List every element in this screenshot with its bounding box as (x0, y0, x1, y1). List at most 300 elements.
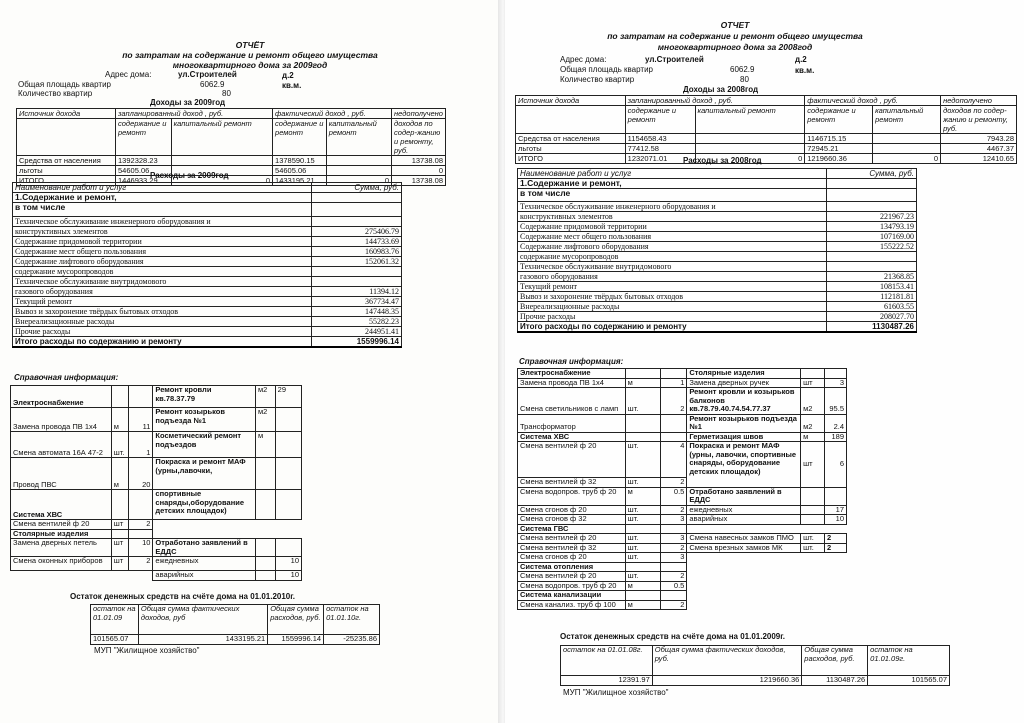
table-cell: Внереализационные расходы (518, 302, 827, 312)
table-cell: остаток на 01.01.09г. (868, 646, 950, 676)
table-cell: 61603.55 (827, 302, 917, 312)
table-cell (801, 572, 825, 582)
table-row (518, 505, 847, 515)
reference-table (517, 368, 847, 610)
table-cell: Содержание лифтового оборудования (13, 257, 312, 267)
table-cell: газового оборудования (13, 287, 312, 297)
table-row (518, 543, 847, 553)
apartments-value: 80 (740, 75, 749, 84)
table-cell: Смена водопров. труб ф 20 (518, 581, 626, 591)
table-row (13, 193, 402, 203)
area-value: 6062.9 (200, 80, 225, 89)
table-cell: шт. (625, 505, 661, 515)
expense-row (13, 247, 402, 257)
table-cell: м (625, 378, 661, 388)
report-subtitle: по затратам на содержание и ремонт общего имущества (122, 50, 378, 60)
income-sub: капитальный ремонт (326, 119, 391, 156)
table-row (518, 553, 847, 563)
table-cell: 144733.69 (312, 237, 402, 247)
table-cell (312, 193, 402, 203)
expense-row (13, 237, 402, 247)
signature: МУП "Жилищное хозяйство" (563, 688, 669, 697)
table-cell (801, 591, 825, 601)
apartments-label: Количество квартир (560, 75, 635, 84)
apartments-label: Количество квартир (18, 89, 93, 98)
table-cell: Содержание придомовой территории (13, 237, 312, 247)
table-cell: 1433195.21 (273, 176, 327, 186)
table-cell: 12410.65 (941, 154, 1017, 164)
table-cell: содержание мусоропроводов (13, 267, 312, 277)
table-cell: -25235.86 (324, 635, 380, 645)
table-cell: 0.5 (661, 487, 687, 505)
table-cell (824, 553, 846, 563)
area-value: 6062.9 (730, 65, 755, 74)
table-cell (11, 571, 112, 581)
table-cell: Смена оконных приборов (11, 557, 112, 571)
table-cell: 10 (275, 557, 301, 571)
table-cell (695, 144, 805, 154)
table-cell: Прочие расходы (13, 327, 312, 337)
table-row (91, 605, 380, 635)
area-label: Общая площадь квартир (18, 80, 111, 89)
income-sub: капитальный ремонт (171, 119, 272, 156)
table-cell: Сумма, руб. (827, 169, 917, 179)
table-row (11, 386, 302, 408)
table-cell: льготы (516, 144, 626, 154)
table-cell: Замена провода ПВ 1х4 (518, 378, 626, 388)
table-cell: 1130487.26 (802, 676, 868, 686)
area-label: Общая площадь квартир (560, 65, 653, 74)
table-cell (275, 539, 301, 557)
table-cell: 1433195.21 (138, 635, 267, 645)
expenses-section-sub: в том числе (13, 203, 312, 217)
table-cell: 0 (695, 154, 805, 164)
table-cell (255, 529, 275, 539)
table-cell: Система ХВС (518, 432, 626, 442)
table-cell: Вывоз и захоронение твёрдых бытовых отходов (13, 307, 312, 317)
table-cell (275, 529, 301, 539)
address-label: Адрес дома: (105, 70, 152, 79)
table-cell: остаток на 01.01.08г. (561, 646, 653, 676)
income-header-shortfall: недополучено (392, 109, 446, 119)
table-cell: Смена вентилей ф 20 (518, 572, 626, 582)
table-cell (873, 144, 941, 154)
table-row (17, 119, 446, 156)
table-cell: 1392328.23 (116, 156, 172, 166)
table-cell: остаток на 01.01.10г. (324, 605, 380, 635)
expense-row (518, 202, 917, 212)
expense-row (13, 257, 402, 267)
table-cell: содержание и ремонт (625, 106, 695, 134)
table-cell (661, 562, 687, 572)
table-cell: Смена вентилей ф 32 (518, 478, 626, 488)
table-cell (255, 490, 275, 520)
income-title: Доходы за 2009год (150, 98, 226, 107)
expense-row (518, 232, 917, 242)
table-row (518, 169, 917, 179)
table-cell (17, 119, 116, 156)
table-cell (873, 134, 941, 144)
table-cell (625, 369, 661, 379)
table-cell: Замена дверных ручек (687, 378, 801, 388)
table-cell: 7943.28 (941, 134, 1017, 144)
table-cell (111, 571, 129, 581)
table-cell: шт. (625, 553, 661, 563)
table-cell: Смена вентилей ф 20 (518, 534, 626, 544)
table-cell (312, 217, 402, 227)
table-cell: Электроснабжение (518, 369, 626, 379)
table-row (518, 189, 917, 202)
table-cell: шт. (625, 515, 661, 525)
table-cell: 1446933.29 (116, 176, 172, 186)
expense-row (518, 292, 917, 302)
report-subtitle-year: многоквартирного дома за 2008год (657, 42, 813, 52)
table-cell: Замена провода ПВ 1х4 (11, 408, 112, 432)
table-cell: 77412.58 (625, 144, 695, 154)
table-cell (153, 529, 256, 539)
table-row (518, 179, 917, 189)
table-cell: Смена автомата 16А 47-2 (11, 432, 112, 458)
table-cell (827, 252, 917, 262)
table-cell: м (111, 458, 129, 490)
table-cell (171, 156, 272, 166)
table-cell: 29 (275, 386, 301, 408)
table-cell (687, 591, 801, 601)
table-cell: шт. (801, 534, 825, 544)
expenses-table (12, 182, 402, 348)
table-cell: Внереализационные расходы (13, 317, 312, 327)
table-cell: 155222.52 (827, 242, 917, 252)
table-cell (661, 524, 687, 534)
table-cell (801, 581, 825, 591)
income-row (17, 156, 446, 166)
table-cell (801, 562, 825, 572)
area-unit: кв.м. (795, 66, 815, 75)
table-cell (824, 581, 846, 591)
table-cell (275, 490, 301, 520)
table-cell: шт (111, 557, 129, 571)
table-row (518, 378, 847, 388)
table-row (518, 581, 847, 591)
table-cell: Общая сумма расходов, руб. (802, 646, 868, 676)
table-cell: Смена светильников с ламп (518, 388, 626, 415)
table-cell: 2 (661, 388, 687, 415)
table-cell: Средства от населения (516, 134, 626, 144)
table-cell: шт. (111, 432, 129, 458)
table-cell: шт. (801, 543, 825, 553)
house-number: д.2 (282, 71, 294, 80)
table-cell (111, 386, 129, 408)
table-cell: спортивные снаряды,оборудование детских площадок) (153, 490, 256, 520)
report-page-2008 (505, 0, 1024, 723)
table-cell: Отработано заявлений в ЕДДС (153, 539, 256, 557)
table-cell: 2 (661, 478, 687, 488)
balance-table (90, 604, 380, 645)
table-row (516, 96, 1017, 106)
expenses-total-value: 1559996.14 (312, 337, 402, 348)
table-cell: содержание и ремонт (805, 106, 873, 134)
table-cell: Смена вентилей ф 20 (518, 442, 626, 478)
table-row (561, 646, 950, 676)
table-cell: 0.5 (661, 581, 687, 591)
expense-row (13, 277, 402, 287)
table-cell: 3 (824, 378, 846, 388)
table-cell: 12391.97 (561, 676, 653, 686)
report-subtitle-year: многоквартирного дома за 2009год (172, 60, 328, 70)
table-cell: 2 (661, 572, 687, 582)
table-cell: льготы (17, 166, 116, 176)
table-cell: Содержание мест общего пользования (518, 232, 827, 242)
table-cell (687, 581, 801, 591)
table-cell: Общая сумма фактических доходов, руб. (652, 646, 802, 676)
table-cell: капитальный ремонт (695, 106, 805, 134)
table-cell: шт (801, 442, 825, 488)
table-row (11, 529, 302, 539)
reference-table (10, 385, 302, 581)
table-row (11, 539, 302, 557)
table-cell: Содержание лифтового оборудования (518, 242, 827, 252)
table-cell: 112181.81 (827, 292, 917, 302)
table-cell: остаток на 01.01.09 (91, 605, 139, 635)
table-cell: Ремонт кровли и козырьков балконов кв.78.79.40.74.54.77.37 (687, 388, 801, 415)
table-cell: 221967.23 (827, 212, 917, 222)
table-cell: Смена вентилей ф 20 (11, 520, 112, 530)
table-cell: Смена канализ. труб ф 100 (518, 600, 626, 610)
table-cell: ИТОГО (17, 176, 116, 186)
table-cell: Прочие расходы (518, 312, 827, 322)
table-row (518, 534, 847, 544)
table-cell: 10 (824, 515, 846, 525)
reference-title: Справочная информация: (519, 357, 624, 366)
table-cell (275, 408, 301, 432)
table-cell: 275406.79 (312, 227, 402, 237)
table-cell: Столярные изделия (11, 529, 112, 539)
table-cell: аварийных (687, 515, 801, 525)
income-sub: содержание и ремонт (116, 119, 172, 156)
table-row (518, 388, 847, 415)
table-cell: 1 (129, 432, 153, 458)
table-cell (801, 515, 825, 525)
table-cell: Система ХВС (11, 490, 112, 520)
expense-row (13, 227, 402, 237)
table-cell (625, 414, 661, 432)
table-cell: 3 (661, 534, 687, 544)
table-cell: 10 (129, 539, 153, 557)
table-cell: 11394.12 (312, 287, 402, 297)
table-row (518, 369, 847, 379)
table-cell: 54605.06 (116, 166, 172, 176)
address-label: Адрес дома: (560, 55, 607, 64)
table-cell: 147448.35 (312, 307, 402, 317)
table-cell: 4 (661, 442, 687, 478)
table-cell: Смена сгонов ф 20 (518, 553, 626, 563)
table-cell: 2.4 (824, 414, 846, 432)
table-cell: ежедневных (687, 505, 801, 515)
income-sub: доходов по содер-жанию и ремонту, руб. (392, 119, 446, 156)
table-cell: Техническое обслуживание внутридомового (13, 277, 312, 287)
table-row (13, 203, 402, 217)
table-row (518, 432, 847, 442)
table-cell (625, 524, 661, 534)
table-cell: 160983.76 (312, 247, 402, 257)
table-cell: м (801, 432, 825, 442)
table-cell: конструктивных элементов (518, 212, 827, 222)
table-cell: запланированный доход , руб. (625, 96, 805, 106)
balance-values-row (91, 635, 380, 645)
table-cell: Смена сгонов ф 20 (518, 505, 626, 515)
table-cell (275, 432, 301, 458)
table-cell: Система канализации (518, 591, 626, 601)
table-row (518, 515, 847, 525)
table-cell (801, 487, 825, 505)
table-cell: Герметизация швов (687, 432, 801, 442)
table-cell (824, 524, 846, 534)
table-cell (824, 562, 846, 572)
table-cell: ИТОГО (516, 154, 626, 164)
table-cell (801, 600, 825, 610)
table-cell: м2 (255, 386, 275, 408)
table-cell: Общая сумма фактических доходов, руб (138, 605, 267, 635)
table-cell: Ремонт кровли кв.78.37.79 (153, 386, 256, 408)
table-cell: Вывоз и захоронение твёрдых бытовых отходов (518, 292, 827, 302)
table-cell: 0 (392, 166, 446, 176)
table-cell (326, 156, 391, 166)
table-cell (111, 529, 129, 539)
table-cell (255, 539, 275, 557)
expense-row (518, 262, 917, 272)
table-cell: Ремонт козырьков подъезда №1 (153, 408, 256, 432)
table-row (518, 442, 847, 478)
table-cell (687, 600, 801, 610)
table-cell: Техническое обслуживание инженерного оборудования и (518, 202, 827, 212)
expenses-total-label: Итого расходы по содержанию и ремонту (13, 337, 312, 348)
table-cell (801, 553, 825, 563)
table-cell: Смена врезных замков МК (687, 543, 801, 553)
table-cell (312, 277, 402, 287)
income-header-source: Источник дохода (17, 109, 116, 119)
table-cell: 10 (275, 571, 301, 581)
table-cell: шт. (625, 442, 661, 478)
table-cell (695, 134, 805, 144)
table-cell: 54605.06 (273, 166, 327, 176)
table-row (11, 557, 302, 571)
table-cell: фактический доход , руб. (805, 96, 941, 106)
expense-row (13, 217, 402, 227)
table-cell (255, 458, 275, 490)
expense-row (518, 242, 917, 252)
table-cell (275, 458, 301, 490)
table-cell: шт. (625, 572, 661, 582)
table-cell: Покраска и ремонт МАФ (урны, лавочки, спортивные снаряды, оборудование детских площадок) (687, 442, 801, 488)
table-row (518, 524, 847, 534)
table-row (518, 591, 847, 601)
table-cell: Смена вентилей ф 32 (518, 543, 626, 553)
table-cell: 2 (129, 557, 153, 571)
table-cell: 1559996.14 (268, 635, 324, 645)
table-cell: 107169.00 (827, 232, 917, 242)
table-cell (625, 432, 661, 442)
table-cell (827, 262, 917, 272)
income-header-actual: фактический доход , руб. (273, 109, 392, 119)
table-cell: 13738.08 (392, 156, 446, 166)
table-row (17, 109, 446, 119)
table-cell: 2 (661, 543, 687, 553)
table-row (518, 600, 847, 610)
table-cell: м (111, 408, 129, 432)
expenses-section: 1.Содержание и ремонт, (13, 193, 312, 203)
table-cell (111, 490, 129, 520)
table-cell: Смена сгонов ф 32 (518, 515, 626, 525)
table-cell (824, 487, 846, 505)
expense-row (13, 317, 402, 327)
table-cell: 0 (326, 176, 391, 186)
table-row (13, 337, 402, 348)
table-cell (661, 414, 687, 432)
income-table (16, 108, 446, 186)
expenses-total-label: Итого расходы по содержанию и ремонту (518, 322, 827, 333)
table-cell: 101565.07 (91, 635, 139, 645)
expense-row (13, 297, 402, 307)
table-row (11, 571, 302, 581)
table-cell: конструктивных элементов (13, 227, 312, 237)
expense-row (518, 212, 917, 222)
table-cell (312, 267, 402, 277)
table-cell: 2 (824, 543, 846, 553)
table-cell (824, 600, 846, 610)
table-cell (625, 562, 661, 572)
table-cell: Наименование работ и услуг (518, 169, 827, 179)
table-cell: 1154658.43 (625, 134, 695, 144)
table-cell: 152061.32 (312, 257, 402, 267)
table-cell: Содержание придомовой территории (518, 222, 827, 232)
balance-values-row (561, 676, 950, 686)
expenses-header-name: Наименование работ и услуг (13, 183, 312, 193)
table-cell: 367734.47 (312, 297, 402, 307)
table-cell (801, 524, 825, 534)
table-cell: Замена дверных петель (11, 539, 112, 557)
table-cell: Отработано заявлений в ЕДДС (687, 487, 801, 505)
table-cell: 1232071.01 (625, 154, 695, 164)
table-cell: шт. (625, 543, 661, 553)
table-cell (129, 571, 153, 581)
expense-row (518, 272, 917, 282)
table-row (11, 520, 302, 530)
table-cell: 1.Содержание и ремонт, (518, 179, 827, 189)
table-cell: 2 (129, 520, 153, 530)
table-cell (687, 524, 801, 534)
table-row (516, 106, 1017, 134)
table-cell: Провод ПВС (11, 458, 112, 490)
table-cell: 55282.23 (312, 317, 402, 327)
table-cell: 2 (824, 534, 846, 544)
table-cell: шт. (625, 534, 661, 544)
income-row (17, 166, 446, 176)
table-cell: 20 (129, 458, 153, 490)
expense-row (518, 302, 917, 312)
table-cell: шт. (625, 478, 661, 488)
table-cell: в том числе (518, 189, 827, 202)
balance-table (560, 645, 950, 686)
income-sub: содержание и ремонт (273, 119, 327, 156)
table-cell: 0 (171, 176, 272, 186)
table-cell: м (255, 432, 275, 458)
table-cell: м2 (801, 388, 825, 415)
table-cell: Текущий ремонт (518, 282, 827, 292)
table-row (518, 414, 847, 432)
table-cell: 11 (129, 408, 153, 432)
table-cell (153, 520, 256, 530)
table-cell (824, 591, 846, 601)
